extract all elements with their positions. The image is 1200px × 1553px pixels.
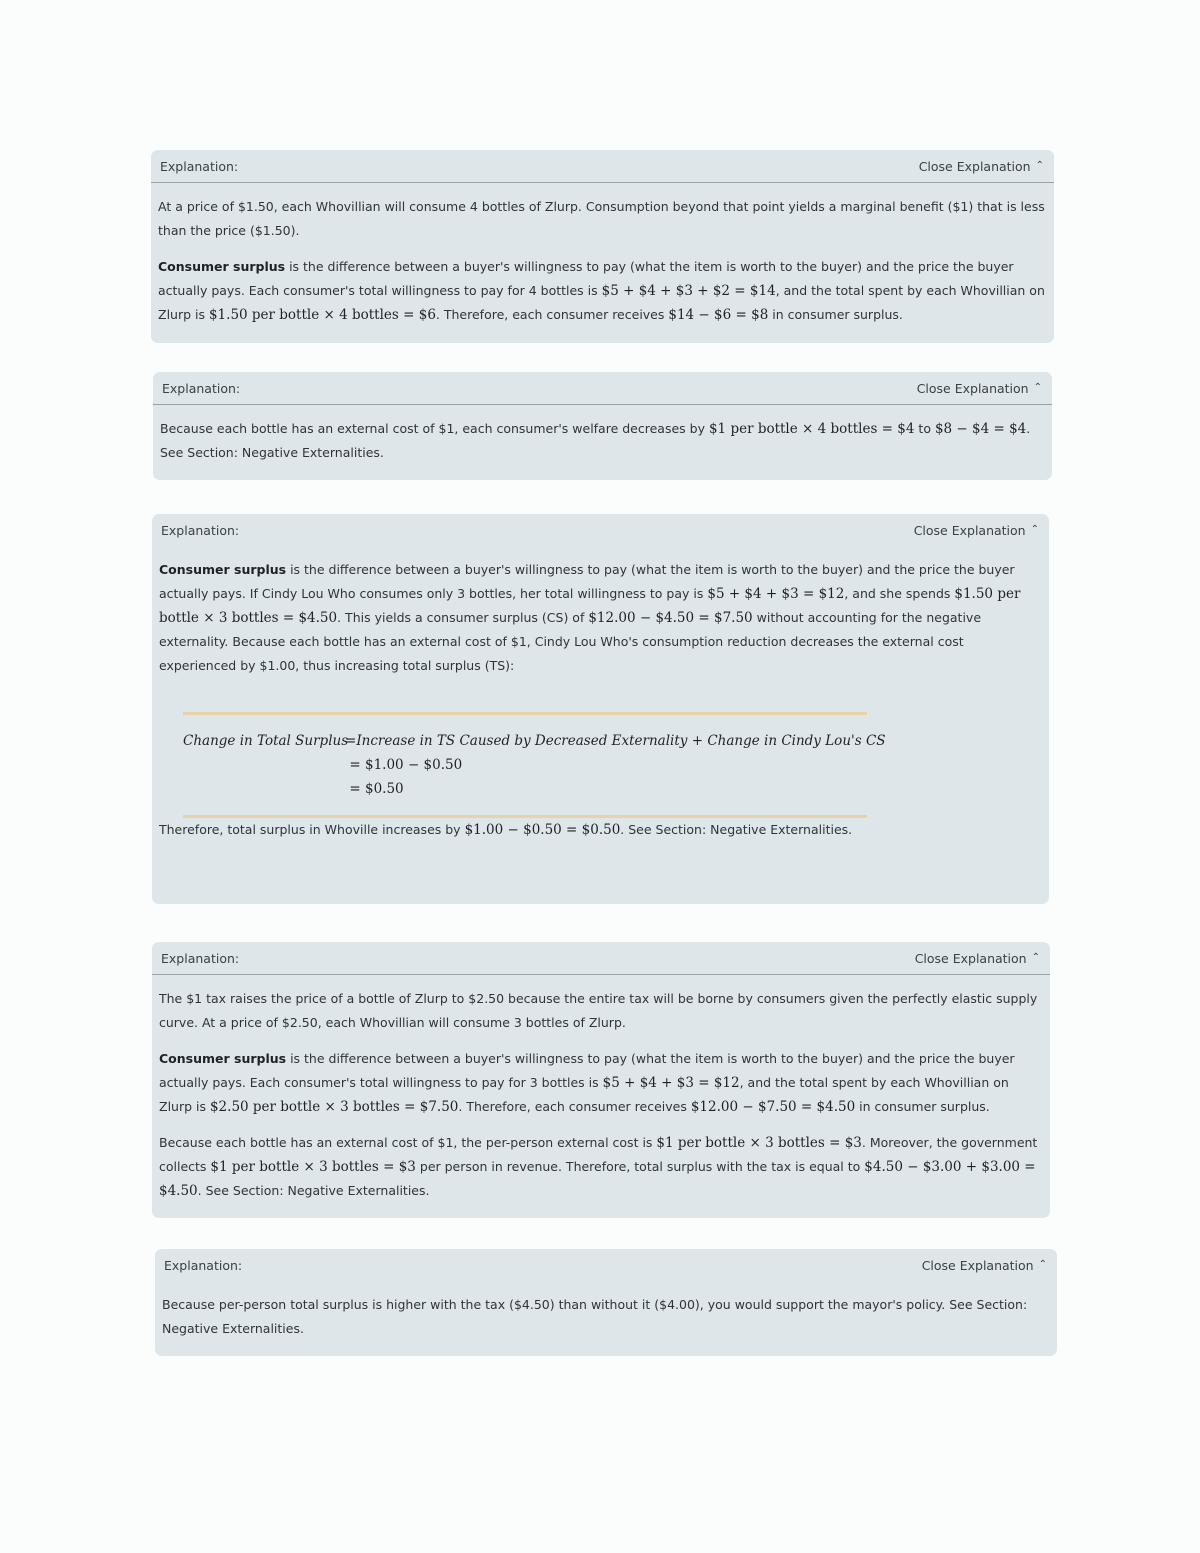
math-expression: $5 + $4 + $3 = $12 (707, 586, 845, 602)
equation-rhs: $0.50 (365, 781, 404, 797)
paragraph: Consumer surplus is the difference between a buyer's willingness to pay (what the item is worth to the buyer) and the price the buyer actually pays. If Cindy Lou Who consumes only 3 bottles, her total willingness to pay is $5 + $4 + $3 = $12, and she spends $1.50 per bottle × 3 bottles = $4.50. This yields a consumer surplus (CS) of $12.00 − $4.50 = $7.50 without accounting for the negative externality. Because each bottle has an external cost of $1, Cindy Lou Who's consumption reduction decreases the external cost experienced by $1.00, thus increasing total surplus (TS): (159, 562, 1021, 673)
math-expression: $5 + $4 + $3 + $2 = $14 (601, 283, 776, 299)
explanation-label: Explanation: (164, 1257, 243, 1273)
paragraph: At a price of $1.50, each Whovillian will consume 4 bottles of Zlurp. Consumption beyond that point yields a marginal benefit ($1) that is less than the price ($1.50). (158, 199, 1045, 238)
math-expression: $1 per bottle × 3 bottles = $3 (656, 1135, 862, 1151)
panel-body (153, 405, 1052, 465)
total-surplus-equation (183, 712, 886, 818)
chevron-up-icon: ⌃ (1031, 951, 1040, 963)
equation-row (183, 729, 886, 753)
math-expression: $14 − $6 = $8 (668, 307, 769, 323)
close-explanation-button[interactable] (922, 1258, 1047, 1273)
math-expression: $1 per bottle × 4 bottles = $4 (708, 421, 915, 437)
equation-operator: = (349, 781, 361, 797)
math-expression: $1.00 − $0.50 = $0.50 (464, 822, 621, 838)
panel-header (152, 514, 1049, 546)
close-explanation-button[interactable] (915, 951, 1040, 966)
equation-rhs: $1.00 − $0.50 (365, 757, 463, 773)
explanation-panel-4 (152, 942, 1050, 1218)
panel-body (151, 183, 1054, 327)
equation-lhs: Change in Total Surplus (183, 733, 349, 749)
close-explanation-button[interactable] (919, 159, 1044, 174)
math-expression: $1 per bottle × 3 bottles = $3 (210, 1159, 416, 1175)
close-explanation-label: Close Explanation (921, 1257, 1034, 1273)
close-explanation-label: Close Explanation (914, 950, 1027, 966)
close-explanation-label: Close Explanation (918, 158, 1031, 174)
explanation-panel-1 (151, 150, 1054, 343)
equation-row (183, 753, 867, 777)
equation-operator: = (345, 733, 357, 749)
math-expression: $1.50 per bottle × 4 bottles = $6 (208, 307, 436, 323)
paragraph: Because per-person total surplus is higher with the tax ($4.50) than without it ($4.00), you would support the mayor's policy. See Section: Negative Externalities. (162, 1297, 1028, 1336)
equation-row (183, 777, 867, 801)
chevron-up-icon: ⌃ (1035, 159, 1044, 171)
term-consumer-surplus: Consumer surplus (159, 562, 287, 577)
math-expression: $5 + $4 + $3 = $12 (602, 1075, 740, 1091)
paragraph: The $1 tax raises the price of a bottle of Zlurp to $2.50 because the entire tax will be borne by consumers given the perfectly elastic supply curve. At a price of $2.50, each Whovillian will consume 3 bottles of Zlurp. (159, 991, 1038, 1030)
chevron-up-icon: ⌃ (1038, 1258, 1047, 1270)
explanation-panel-2 (153, 372, 1052, 480)
panel-body (155, 1281, 1057, 1341)
close-explanation-label: Close Explanation (916, 380, 1029, 396)
term-consumer-surplus: Consumer surplus (158, 259, 286, 274)
term-consumer-surplus: Consumer surplus (159, 1051, 287, 1066)
math-expression: $1.50 per bottle × 3 bottles = $4.50 (159, 586, 1021, 626)
chevron-up-icon: ⌃ (1030, 523, 1039, 535)
panel-header (155, 1249, 1057, 1281)
close-explanation-label: Close Explanation (913, 522, 1026, 538)
paragraph: Consumer surplus is the difference between a buyer's willingness to pay (what the item is worth to the buyer) and the price the buyer actually pays. Each consumer's total willingness to pay for 3 bottles is $5 + $4 + $3 = $12, and the total spent by each Whovillian on Zlurp is $2.50 per bottle × 3 bottles = $7.50. Therefore, each consumer receives $12.00 − $7.50 = $4.50 in consumer surplus. (159, 1051, 1015, 1115)
equation-operator: = (349, 757, 361, 773)
math-expression: $4.50 − $3.00 + $3.00 = $4.50 (159, 1159, 1036, 1199)
panel-header (152, 942, 1050, 975)
close-explanation-button[interactable] (914, 523, 1039, 538)
chevron-up-icon: ⌃ (1033, 381, 1042, 393)
explanation-label: Explanation: (161, 950, 240, 966)
math-expression: $12.00 − $4.50 = $7.50 (588, 610, 753, 626)
paragraph: Because each bottle has an external cost of $1, the per-person external cost is $1 per bottle × 3 bottles = $3. Moreover, the government collects $1 per bottle × 3 bottles = $3 per person in revenue. Therefore, total surplus with the tax is equal to $4.50 − $3.00 + $3.00 = $4.50. See Section: Negative Externalities. (159, 1135, 1038, 1199)
math-expression: $12.00 − $7.50 = $4.50 (690, 1099, 856, 1115)
explanation-label: Explanation: (160, 158, 239, 174)
explanation-panel-5 (155, 1249, 1057, 1356)
math-expression: $2.50 per bottle × 3 bottles = $7.50 (209, 1099, 459, 1115)
paragraph: Because each bottle has an external cost of $1, each consumer's welfare decreases by $1 per bottle × 4 bottles = $4 to $8 − $4 = $4. See Section: Negative Externalities. (160, 421, 1031, 460)
paragraph: Therefore, total surplus in Whoville increases by $1.00 − $0.50 = $0.50. See Section: Negative Externalities. (159, 822, 853, 838)
explanation-panel-3 (152, 514, 1049, 904)
panel-body (152, 546, 1049, 842)
explanation-label: Explanation: (162, 380, 241, 396)
explanation-label: Explanation: (161, 522, 240, 538)
equation-rhs: Increase in TS Caused by Decreased Externality + Change in Cindy Lou's CS (356, 733, 886, 749)
panel-header (153, 372, 1052, 405)
paragraph: Consumer surplus is the difference between a buyer's willingness to pay (what the item is worth to the buyer) and the price the buyer actually pays. Each consumer's total willingness to pay for 4 bottles is $5 + $4 + $3 + $2 = $14, and the total spent by each Whovillian on Zlurp is $1.50 per bottle × 4 bottles = $6. Therefore, each consumer receives $14 − $6 = $8 in consumer surplus. (158, 259, 1045, 323)
panel-header (151, 150, 1054, 183)
close-explanation-button[interactable] (917, 381, 1042, 396)
math-expression: $8 − $4 = $4 (934, 421, 1027, 437)
panel-body (152, 975, 1050, 1203)
